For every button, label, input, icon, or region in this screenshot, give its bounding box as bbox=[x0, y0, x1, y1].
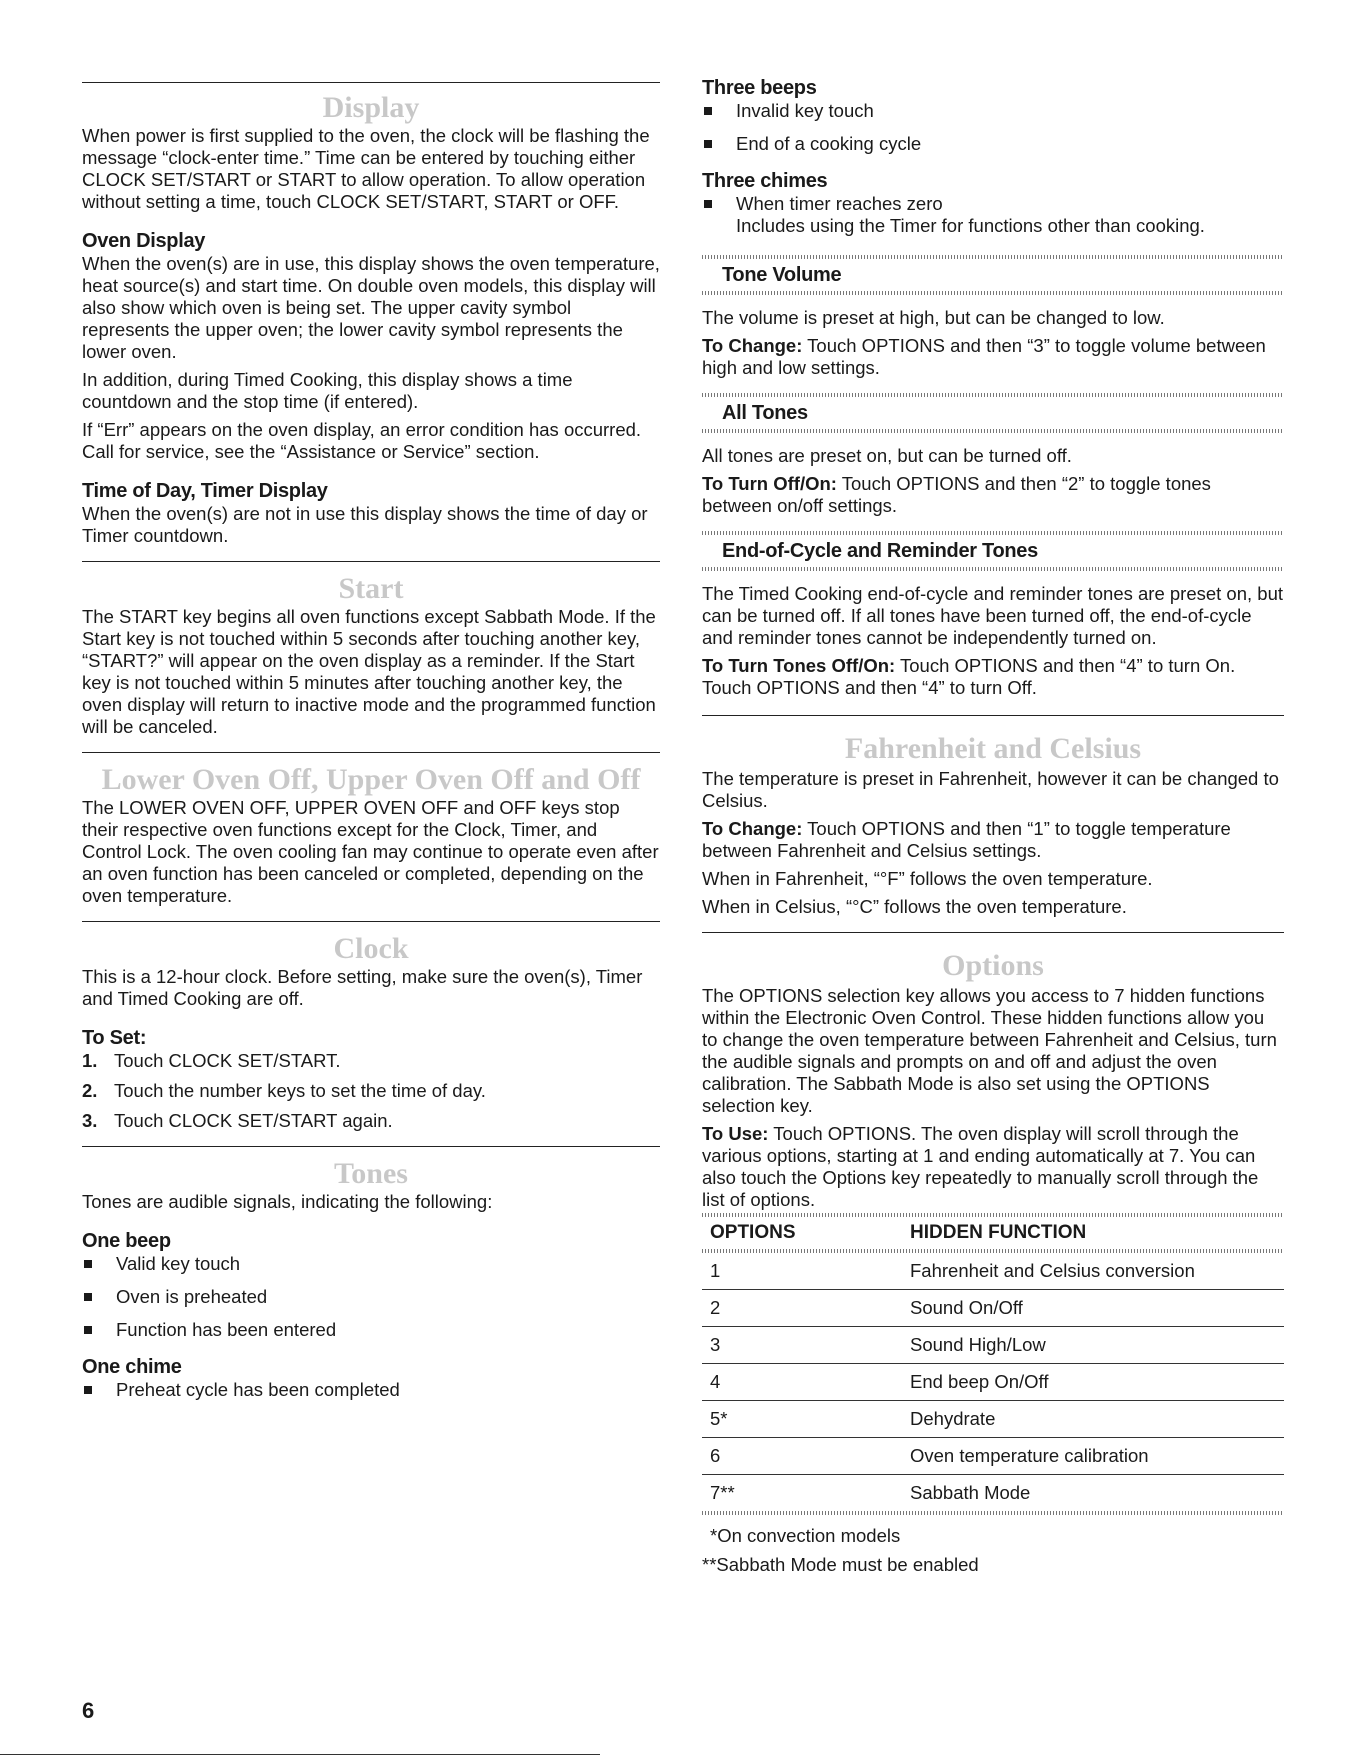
section-rule bbox=[82, 82, 660, 83]
option-function: Sound High/Low bbox=[910, 1327, 1284, 1364]
table-row bbox=[702, 1475, 1284, 1512]
bullet-item: Function has been entered bbox=[82, 1319, 660, 1341]
hatch-divider bbox=[702, 255, 1284, 259]
option-number: 7** bbox=[710, 1482, 735, 1503]
step-text: Touch the number keys to set the time of day. bbox=[114, 1080, 486, 1101]
to-use-text: Touch OPTIONS. The oven display will scroll through the various options, starting at 1 and ending automatically at 7. You can also touch the Options key repeatedly to manually scroll through the list of options. bbox=[702, 1123, 1259, 1210]
timer-display-heading: Time of Day, Timer Display bbox=[82, 480, 328, 502]
end-cycle-heading: End-of-Cycle and Reminder Tones bbox=[722, 540, 1038, 562]
bullet-item: When timer reaches zero bbox=[702, 193, 1284, 215]
turn-off-on-text: Touch OPTIONS and then “2” to toggle tones between on/off settings. bbox=[702, 473, 1211, 516]
to-change-text: Touch OPTIONS and then “1” to toggle temperature between Fahrenheit and Celsius settings. bbox=[702, 818, 1231, 861]
tones-title: Tones bbox=[334, 1157, 408, 1190]
section-rule bbox=[82, 561, 660, 562]
step-text: Touch CLOCK SET/START again. bbox=[114, 1110, 393, 1131]
fahrenheit-change bbox=[702, 818, 1284, 862]
fahrenheit-paragraph: The temperature is preset in Fahrenheit, however it can be changed to Celsius. bbox=[702, 768, 1279, 811]
turn-tones-label: To Turn Tones Off/On: bbox=[702, 655, 896, 676]
end-cycle-turn bbox=[702, 655, 1284, 699]
end-cycle-paragraph: The Timed Cooking end-of-cycle and reminder tones are preset on, but can be turned off. If all tones have been turned off, the end-of-cycle and reminder tones cannot be independently turned on. bbox=[702, 583, 1284, 648]
option-number: 4 bbox=[702, 1364, 910, 1401]
bullet-item: Valid key touch bbox=[82, 1253, 660, 1275]
hatch-divider bbox=[702, 1249, 1284, 1253]
option-number: 6 bbox=[702, 1438, 910, 1475]
option-function: Oven temperature calibration bbox=[910, 1438, 1284, 1475]
hatch-divider bbox=[702, 429, 1284, 433]
option-function: Sound On/Off bbox=[910, 1290, 1284, 1327]
clock-step bbox=[82, 1050, 660, 1072]
step-number: 1. bbox=[82, 1050, 98, 1071]
to-change-text: Touch OPTIONS and then “3” to toggle volume between high and low settings. bbox=[702, 335, 1266, 378]
turn-tones-text: Touch OPTIONS and then “4” to turn On. Touch OPTIONS and then “4” to turn Off. bbox=[702, 655, 1236, 698]
start-title: Start bbox=[338, 572, 404, 605]
footnote-sabbath: **Sabbath Mode must be enabled bbox=[702, 1554, 979, 1575]
clock-title: Clock bbox=[333, 932, 409, 965]
to-set-heading: To Set: bbox=[82, 1027, 147, 1049]
section-rule bbox=[82, 921, 660, 922]
option-number: 2 bbox=[702, 1290, 910, 1327]
bullet-item: Preheat cycle has been completed bbox=[82, 1379, 660, 1401]
clock-paragraph: This is a 12-hour clock. Before setting, make sure the oven(s), Timer and Timed Cooking are off. bbox=[82, 966, 643, 1009]
display-title: Display bbox=[322, 91, 420, 124]
display-intro: When power is first supplied to the oven, the clock will be flashing the message “clock-enter time.” Time can be entered by touching either CLOCK SET/START or START to allow operation. To allow operation without setting a time, touch CLOCK SET/START, START or OFF. bbox=[82, 125, 650, 212]
all-tones-heading: All Tones bbox=[722, 402, 808, 424]
step-number: 2. bbox=[82, 1080, 98, 1101]
to-change-label: To Change: bbox=[702, 818, 803, 839]
right-column bbox=[702, 0, 1284, 1576]
three-beeps-heading: Three beeps bbox=[702, 77, 817, 99]
hatch-divider bbox=[702, 567, 1284, 571]
hatch-divider bbox=[702, 531, 1284, 535]
left-column bbox=[82, 0, 660, 1401]
option-function: Sabbath Mode bbox=[910, 1482, 1031, 1503]
clock-step bbox=[82, 1110, 660, 1132]
celsius-note: When in Celsius, “°C” follows the oven temperature. bbox=[702, 896, 1127, 917]
timer-display-paragraph: When the oven(s) are not in use this display shows the time of day or Timer countdown. bbox=[82, 503, 648, 546]
table-row bbox=[702, 1438, 1284, 1475]
table-row bbox=[702, 1364, 1284, 1401]
to-change-label: To Change: bbox=[702, 335, 803, 356]
bullet-item: Invalid key touch bbox=[702, 100, 1284, 122]
start-paragraph: The START key begins all oven functions except Sabbath Mode. If the Start key is not touched within 5 seconds after touching another key, “START?” will appear on the oven display as a reminder. If the Start key is not touched within 5 minutes after touching another key, the oven display will return to inactive mode and the programmed function will be canceled. bbox=[82, 606, 656, 737]
all-tones-paragraph: All tones are preset on, but can be turned off. bbox=[702, 445, 1072, 466]
option-function: End beep On/Off bbox=[910, 1364, 1284, 1401]
hatch-divider bbox=[702, 291, 1284, 295]
step-text: Touch CLOCK SET/START. bbox=[114, 1050, 341, 1071]
one-chime-heading: One chime bbox=[82, 1356, 182, 1378]
off-keys-paragraph: The LOWER OVEN OFF, UPPER OVEN OFF and OFF keys stop their respective oven functions except for the Clock, Timer, and Control Lock. The oven cooling fan may continue to operate even after an oven function has been canceled or completed, depending on the oven temperature. bbox=[82, 797, 659, 906]
oven-display-paragraph-3: If “Err” appears on the oven display, an error condition has occurred. Call for service, see the “Assistance or Service” section. bbox=[82, 419, 642, 462]
tone-volume-heading: Tone Volume bbox=[722, 264, 842, 286]
to-use-label: To Use: bbox=[702, 1123, 769, 1144]
table-header-options: OPTIONS bbox=[710, 1222, 796, 1243]
bullet-item: End of a cooking cycle bbox=[702, 133, 1284, 155]
footnote-convection: *On convection models bbox=[710, 1525, 901, 1546]
options-use bbox=[702, 1123, 1284, 1211]
table-header-function: HIDDEN FUNCTION bbox=[910, 1222, 1087, 1243]
fahrenheit-title: Fahrenheit and Celsius bbox=[844, 732, 1142, 765]
options-paragraph: The OPTIONS selection key allows you access to 7 hidden functions within the Electronic Oven Control. These hidden functions allow you to change the oven temperature between Fahrenheit and Celsius, turn the audible signals and prompts on and off and adjust the oven calibration. The Sabbath Mode is also set using the OPTIONS selection key. bbox=[702, 985, 1277, 1116]
three-chimes-heading: Three chimes bbox=[702, 170, 828, 192]
tones-intro: Tones are audible signals, indicating the following: bbox=[82, 1191, 493, 1212]
tone-volume-change bbox=[702, 335, 1284, 379]
off-keys-title: Lower Oven Off, Upper Oven Off and Off bbox=[101, 763, 641, 796]
section-rule bbox=[702, 932, 1284, 933]
options-table bbox=[702, 1217, 1284, 1511]
hatch-divider bbox=[702, 1213, 1284, 1217]
oven-display-heading: Oven Display bbox=[82, 230, 206, 252]
oven-display-paragraph-1: When the oven(s) are in use, this display shows the oven temperature, heat source(s) and start time. On double oven models, this display will also show which oven is being set. The upper cavity symbol represents the upper oven; the lower cavity symbol represents the lower oven. bbox=[82, 253, 660, 362]
table-row bbox=[702, 1327, 1284, 1364]
step-number: 3. bbox=[82, 1110, 98, 1131]
three-chimes-note: Includes using the Timer for functions other than cooking. bbox=[736, 215, 1205, 236]
table-row bbox=[702, 1253, 1284, 1290]
bullet-item: Oven is preheated bbox=[82, 1286, 660, 1308]
table-header-row bbox=[702, 1217, 1284, 1249]
option-number: 3 bbox=[702, 1327, 910, 1364]
option-function: Fahrenheit and Celsius conversion bbox=[910, 1253, 1284, 1290]
hatch-divider bbox=[702, 1511, 1284, 1515]
all-tones-turn bbox=[702, 473, 1284, 517]
one-beep-heading: One beep bbox=[82, 1230, 171, 1252]
hatch-divider bbox=[702, 393, 1284, 397]
option-number: 5* bbox=[702, 1401, 910, 1438]
options-title: Options bbox=[942, 949, 1044, 982]
clock-step bbox=[82, 1080, 660, 1102]
turn-off-on-label: To Turn Off/On: bbox=[702, 473, 837, 494]
page-number: 6 bbox=[82, 1698, 95, 1723]
section-rule bbox=[702, 715, 1284, 716]
section-rule bbox=[82, 752, 660, 753]
fahrenheit-note: When in Fahrenheit, “°F” follows the oven temperature. bbox=[702, 868, 1153, 889]
option-number: 1 bbox=[702, 1253, 910, 1290]
tone-volume-paragraph: The volume is preset at high, but can be changed to low. bbox=[702, 307, 1165, 328]
option-function: Dehydrate bbox=[910, 1401, 1284, 1438]
table-row bbox=[702, 1401, 1284, 1438]
bottom-rule bbox=[0, 1754, 600, 1755]
section-rule bbox=[82, 1146, 660, 1147]
oven-display-paragraph-2: In addition, during Timed Cooking, this display shows a time countdown and the stop time (if entered). bbox=[82, 369, 573, 412]
table-row bbox=[702, 1290, 1284, 1327]
table-hatch-cell bbox=[702, 1249, 1284, 1253]
